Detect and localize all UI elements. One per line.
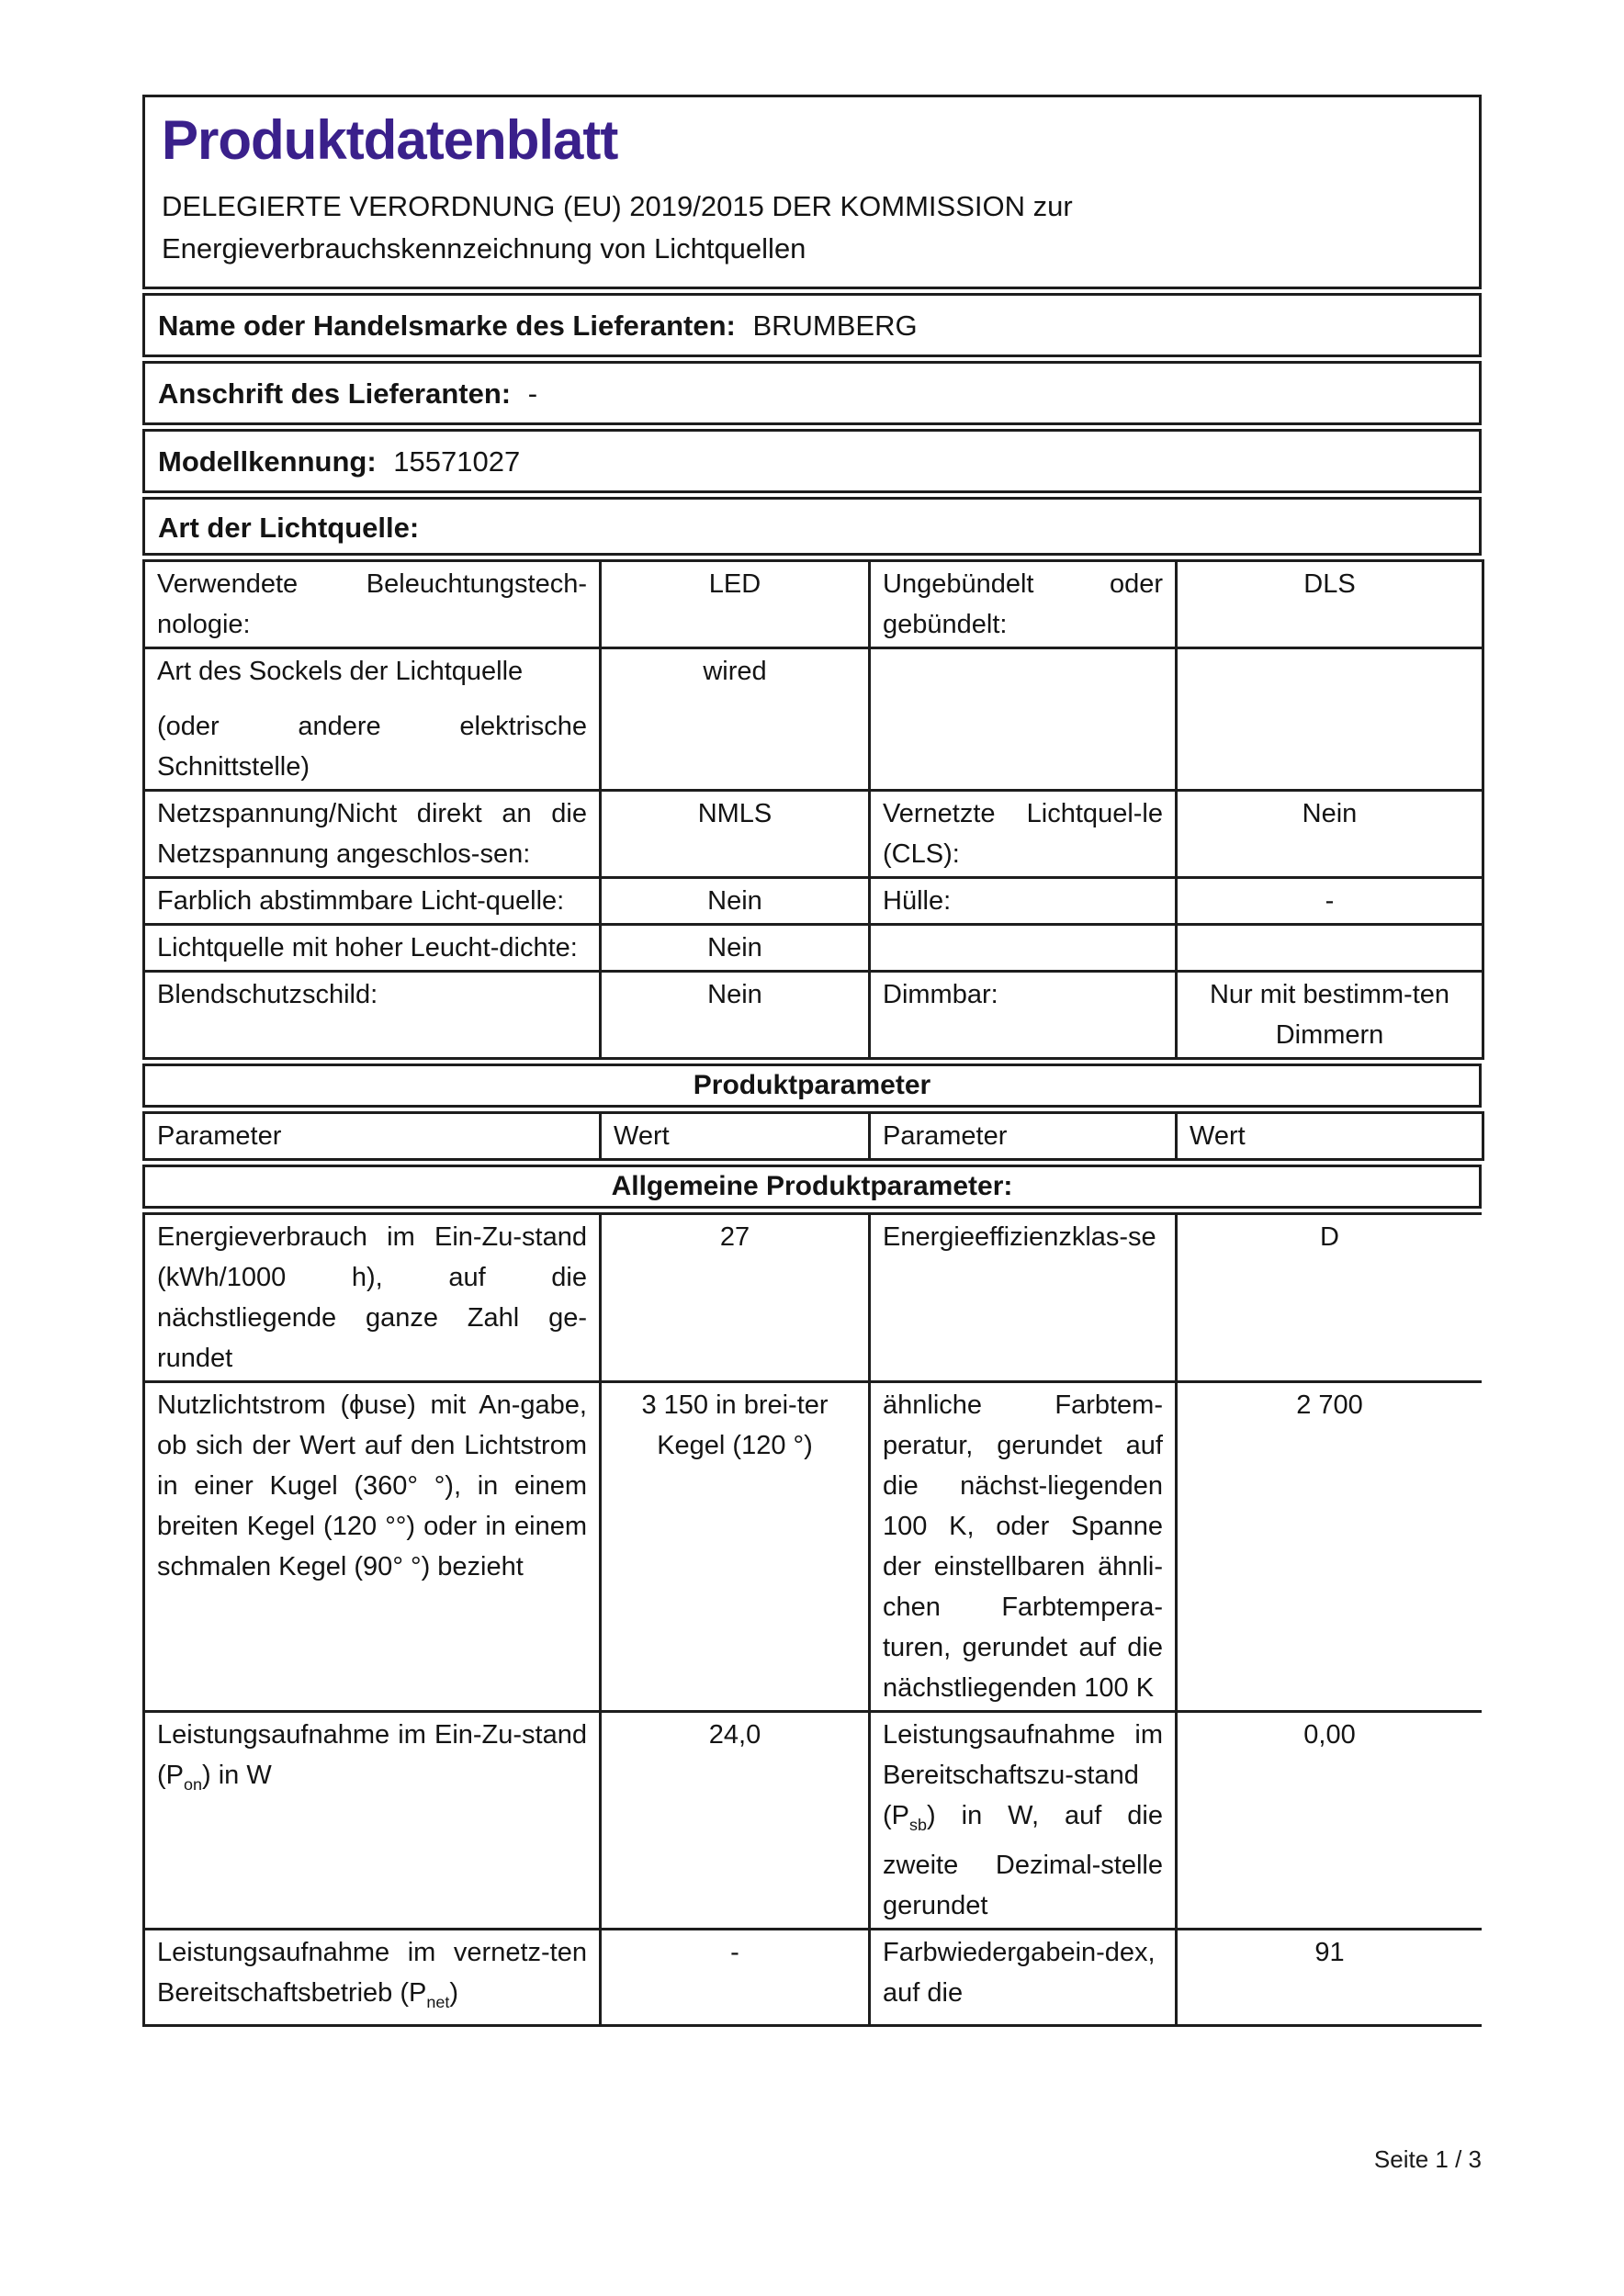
param-value	[1177, 648, 1483, 791]
table-row	[144, 1214, 1483, 1382]
supplier-name-value: BRUMBERG	[752, 310, 918, 342]
subtitle-line-2: Energieverbrauchskennzeichnung von Lichtquellen	[162, 232, 806, 264]
param-label: Lichtquelle mit hoher Leucht-dichte:	[144, 925, 601, 972]
param-value: D	[1177, 1214, 1483, 1382]
socket-label-line1: Art des Sockels der Lichtquelle	[157, 657, 524, 686]
param-label: ähnliche Farbtem-peratur, gerundet auf die nächst-liegenden 100 K, oder Spanne der einstellbaren ähnli-chen Farbtempera-turen, gerundet auf die nächstliegenden 100 K	[870, 1382, 1177, 1712]
param-value: 0,00	[1177, 1712, 1483, 1930]
model-id-value: 15571027	[393, 445, 521, 478]
param-label	[870, 925, 1177, 972]
param-label: Farblich abstimmbare Licht-quelle:	[144, 878, 601, 925]
param-value: Nur mit bestimm-ten Dimmern	[1177, 972, 1483, 1059]
param-value: -	[601, 1929, 870, 2025]
title-block	[142, 95, 1482, 289]
param-value: 27	[601, 1214, 870, 1382]
label-text: ) in W, auf die zweite Dezimal-stelle gerundet	[883, 1801, 1163, 1920]
param-value: 91	[1177, 1929, 1483, 2025]
table-row	[144, 561, 1483, 648]
parameter-header-table	[142, 1111, 1484, 1161]
param-label	[870, 1712, 1177, 1930]
param-value: -	[1177, 878, 1483, 925]
label-text: Leistungsaufnahme im vernetz-ten Bereitschaftsbetrieb (P	[157, 1937, 587, 2008]
socket-label-line2: (oder andere elektrische Schnittstelle)	[157, 712, 587, 782]
param-label: Netzspannung/Nicht direkt an die Netzspannung angeschlos-sen:	[144, 791, 601, 878]
regulation-subtitle	[162, 186, 1462, 270]
table-row	[144, 972, 1483, 1059]
param-label: Farbwiedergabein-dex, auf die	[870, 1929, 1177, 2025]
label-text: Leistungsaufnahme im Bereitschaftszu-stand (P	[883, 1720, 1163, 1830]
param-value: 2 700	[1177, 1382, 1483, 1712]
param-value: DLS	[1177, 561, 1483, 648]
table-row	[144, 791, 1483, 878]
supplier-address-value: -	[527, 377, 538, 410]
column-header: Wert	[601, 1113, 870, 1160]
param-value: Nein	[1177, 791, 1483, 878]
technology-table	[142, 559, 1484, 1060]
param-value: Nein	[601, 925, 870, 972]
table-row	[144, 1712, 1483, 1930]
param-label	[144, 1712, 601, 1930]
subtitle-line-1: DELEGIERTE VERORDNUNG (EU) 2019/2015 DER KOMMISSION zur	[162, 190, 1073, 222]
param-label: Nutzlichtstrom (ϕuse) mit An-gabe, ob sich der Wert auf den Lichtstrom in einer Kugel (360° °), in einem breiten Kegel (120 °°) oder in einem schmalen Kegel (90° °) bezieht	[144, 1382, 601, 1712]
column-header: Wert	[1177, 1113, 1483, 1160]
param-label: Ungebündelt oder gebündelt:	[870, 561, 1177, 648]
table-row	[144, 1929, 1483, 2025]
param-label	[144, 648, 601, 791]
column-header: Parameter	[144, 1113, 601, 1160]
light-source-type-label: Art der Lichtquelle:	[158, 512, 420, 544]
table-row	[144, 648, 1483, 791]
supplier-name-row	[142, 293, 1482, 357]
label-subscript: net	[426, 1992, 450, 2011]
general-parameters-heading: Allgemeine Produktparameter:	[142, 1165, 1482, 1209]
param-label: Verwendete Beleuchtungstech-nologie:	[144, 561, 601, 648]
page-number: Seite 1 / 3	[1373, 2145, 1482, 2173]
param-value: 24,0	[601, 1712, 870, 1930]
supplier-name-label: Name oder Handelsmarke des Lieferanten:	[158, 310, 736, 342]
param-label	[870, 648, 1177, 791]
param-value: Nein	[601, 878, 870, 925]
model-id-label: Modellkennung:	[158, 445, 377, 478]
param-value	[1177, 925, 1483, 972]
datasheet-page	[142, 95, 1482, 2039]
label-text: ) in W	[202, 1761, 272, 1790]
table-row	[144, 878, 1483, 925]
param-label: Energieeffizienzklas-se	[870, 1214, 1177, 1382]
table-header-row	[144, 1113, 1483, 1160]
param-label: Vernetzte Lichtquel-le (CLS):	[870, 791, 1177, 878]
label-subscript: on	[184, 1774, 202, 1794]
param-label: Blendschutzschild:	[144, 972, 601, 1059]
light-source-type-row	[142, 497, 1482, 556]
table-row	[144, 1382, 1483, 1712]
param-label: Hülle:	[870, 878, 1177, 925]
param-value: Nein	[601, 972, 870, 1059]
param-value: 3 150 in brei-ter Kegel (120 °)	[601, 1382, 870, 1712]
product-parameters-heading: Produktparameter	[142, 1064, 1482, 1108]
parameters-table	[142, 1212, 1482, 2027]
model-id-row	[142, 429, 1482, 493]
supplier-address-label: Anschrift des Lieferanten:	[158, 377, 512, 410]
label-subscript: sb	[909, 1815, 927, 1834]
param-value: LED	[601, 561, 870, 648]
page-title: Produktdatenblatt	[162, 109, 618, 171]
param-label	[144, 1929, 601, 2025]
table-row	[144, 925, 1483, 972]
param-value: wired	[601, 648, 870, 791]
param-value: NMLS	[601, 791, 870, 878]
parameters-table-clip	[142, 1212, 1482, 2039]
column-header: Parameter	[870, 1113, 1177, 1160]
supplier-address-row	[142, 361, 1482, 425]
label-text: Leistungsaufnahme im Ein-Zu-stand (P	[157, 1720, 587, 1790]
label-text: )	[449, 1977, 459, 2008]
param-label: Dimmbar:	[870, 972, 1177, 1059]
param-label: Energieverbrauch im Ein-Zu-stand (kWh/1000 h), auf die nächstliegende ganze Zahl ge-rundet	[144, 1214, 601, 1382]
